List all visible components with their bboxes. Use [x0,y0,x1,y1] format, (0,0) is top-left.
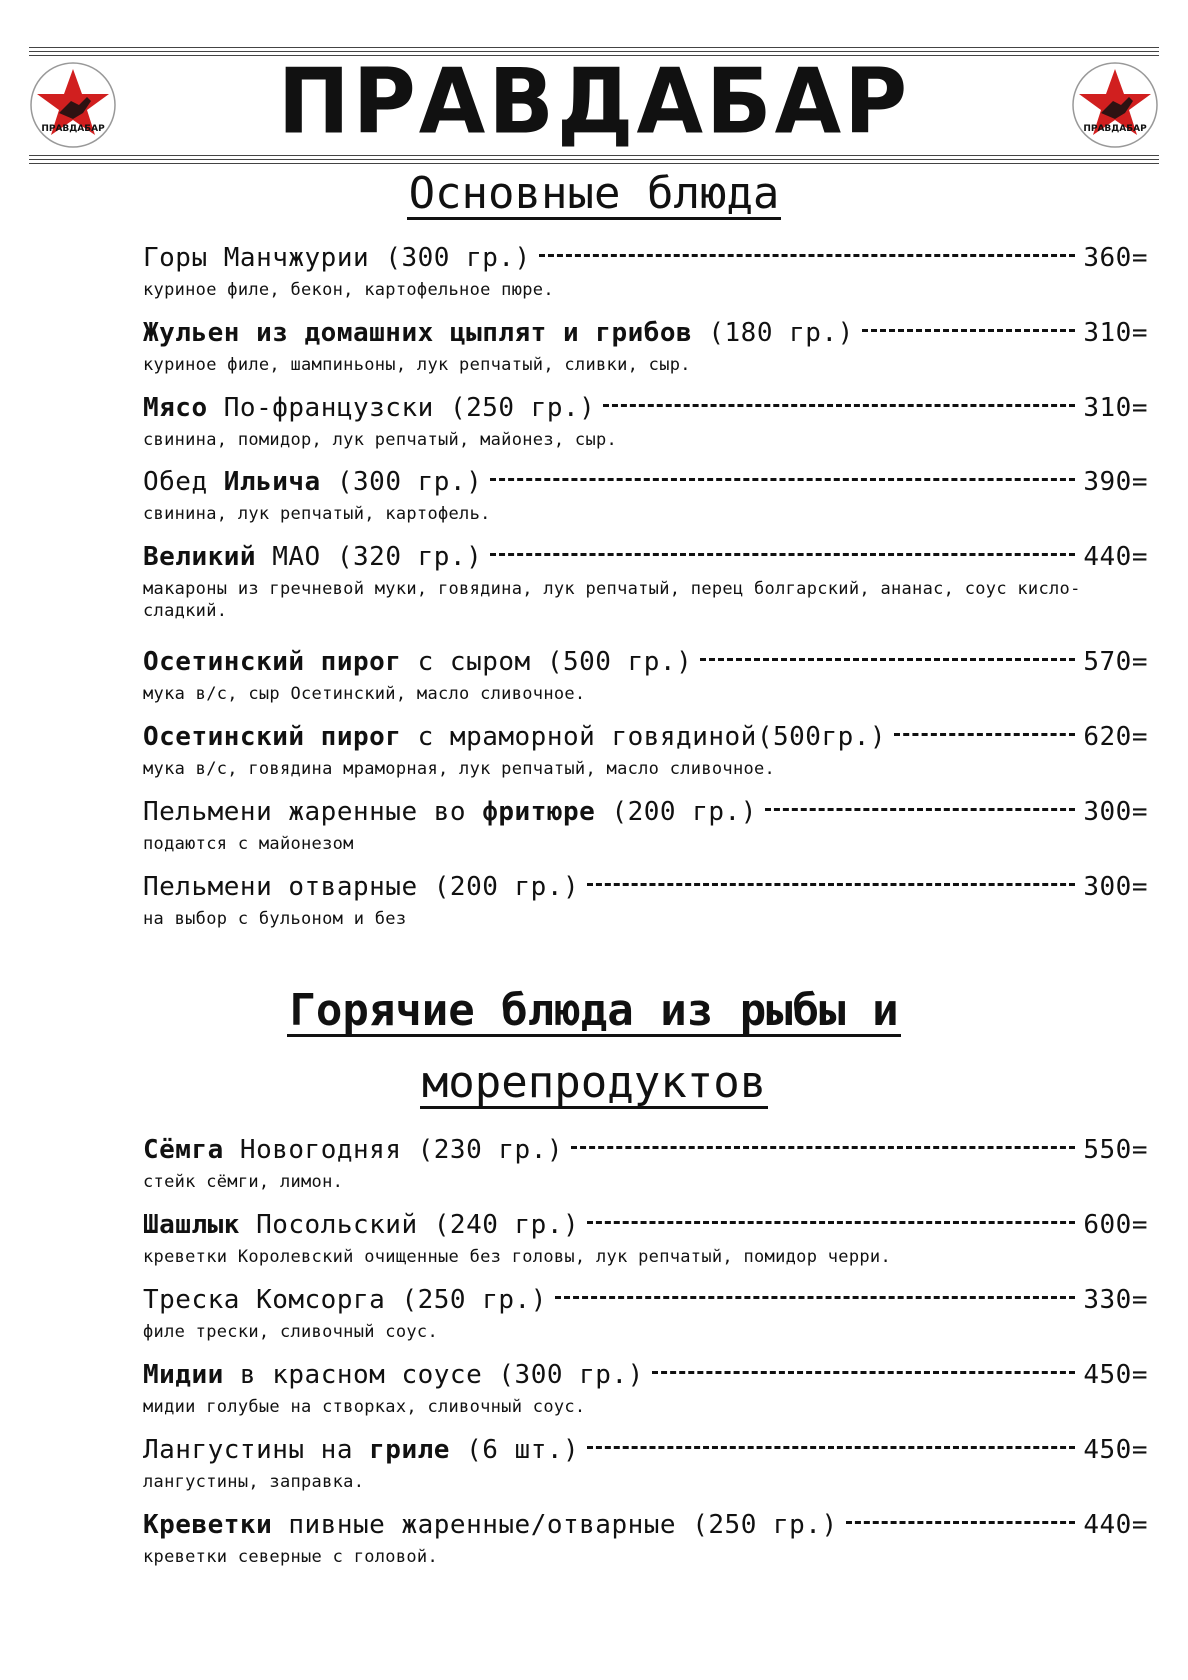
item-description: макароны из гречневой муки, говядина, лук репчатый, перец болгарский, ананас, соус кисло-сладкий. [143,579,1081,621]
menu-item [143,1434,1148,1493]
dotted-leader [587,1446,1075,1449]
item-portion: (250 гр.) [692,1510,838,1540]
item-name: Шашлык Посольский (240 гр.) [143,1210,580,1240]
item-description: подаются с майонезом [143,834,354,854]
item-name: Обед Ильича (300 гр.) [143,467,483,497]
item-portion: (6 шт.) [466,1435,580,1465]
menu-item [143,1509,1148,1568]
dotted-leader [765,808,1076,811]
dotted-leader [894,733,1075,736]
item-portion: (500 гр.) [546,647,693,677]
item-name: Великий МАО (320 гр.) [143,542,483,572]
item-portion: (230 гр.) [417,1135,564,1165]
item-price: 310= [1083,393,1148,423]
dotted-leader [652,1371,1076,1374]
item-price: 310= [1083,318,1148,348]
item-name: Сёмга Новогодняя (230 гр.) [143,1135,564,1165]
dotted-leader [846,1521,1076,1524]
menu-item [143,646,1148,705]
section-title-text: Основные блюда [408,168,780,219]
star-emblem-icon [29,61,117,149]
item-description: мидии голубые на створках, сливочный соус. [143,1397,586,1417]
item-name: Мидии в красном соусе (300 гр.) [143,1360,644,1390]
item-description: свинина, помидор, лук репчатый, майонез, сыр. [143,430,618,450]
item-name: Лангустины на гриле (6 шт.) [143,1435,580,1465]
item-portion: (180 гр.) [708,318,854,348]
item-portion: (300 гр.) [498,1360,644,1390]
item-description: креветки северные с головой. [143,1547,438,1567]
item-portion: (300 гр.) [336,467,483,497]
item-price: 330= [1083,1285,1148,1315]
logo-text-right: ПРАВДАБАР [1083,124,1147,134]
item-description: куриное филе, шампиньоны, лук репчатый, сливки, сыр. [143,355,691,375]
item-name: Пельмени жаренные во фритюре (200 гр.) [143,797,757,827]
item-price: 360= [1083,243,1148,273]
item-price: 300= [1083,872,1148,902]
dotted-leader [571,1146,1075,1149]
dotted-leader [587,883,1075,886]
item-price: 440= [1083,542,1148,572]
dotted-leader [700,658,1075,661]
item-portion: (320 гр.) [336,542,483,572]
item-portion: (300 гр.) [385,243,531,273]
item-price: 570= [1083,647,1148,677]
menu-item [143,317,1148,376]
dotted-leader [490,478,1075,481]
item-description: свинина, лук репчатый, картофель. [143,504,491,524]
dotted-leader [603,404,1075,407]
header-rule-bottom-1 [29,155,1159,156]
item-description: стейк сёмги, лимон. [143,1172,344,1192]
menu-item [143,1284,1148,1343]
item-portion: (200 гр.) [433,872,580,902]
item-description: куриное филе, бекон, картофельное пюре. [143,280,554,300]
star-emblem-icon [1071,61,1159,149]
dotted-leader [490,553,1075,556]
item-portion: (200 гр.) [611,797,757,827]
dotted-leader [587,1221,1075,1224]
item-name: Треска Комсорга (250 гр.) [143,1285,547,1315]
item-portion: (500гр.) [756,722,887,752]
item-price: 450= [1083,1435,1148,1465]
item-name: Горы Манчжурии (300 гр.) [143,243,531,273]
item-price: 550= [1083,1135,1148,1165]
brand-title: ПРАВДАБАР [277,49,911,155]
menu-item [143,1209,1148,1268]
item-price: 600= [1083,1210,1148,1240]
section-title-fish-line1 [0,985,1188,1037]
menu-item [143,871,1148,930]
item-description: мука в/с, говядина мраморная, лук репчатый, масло сливочное. [143,759,776,779]
item-portion: (250 гр.) [401,1285,547,1315]
item-name: Креветки пивные жаренные/отварные (250 гр.) [143,1510,838,1540]
item-description: лангустины, заправка. [143,1472,365,1492]
item-price: 390= [1083,467,1148,497]
item-description: филе трески, сливочный соус. [143,1322,438,1342]
item-price: 300= [1083,797,1148,827]
header-rule-top-1 [29,47,1159,48]
item-portion: (250 гр.) [449,393,596,423]
menu-item [143,466,1148,525]
brand-logo-left [29,61,117,149]
item-name: Осетинский пирог с мраморной говядиной(500гр.) [143,722,887,752]
brand-logo-right [1071,61,1159,149]
menu-item [143,242,1148,301]
section-title-text: морепродуктов [421,1057,767,1108]
section-title-fish-line2 [0,1057,1188,1109]
item-description: на выбор с бульоном и без [143,909,407,929]
item-name: Осетинский пирог с сыром (500 гр.) [143,647,693,677]
section-title-text: Горячие блюда из рыбы и [289,985,899,1036]
menu-item [143,796,1148,855]
dotted-leader [862,329,1076,332]
item-price: 450= [1083,1360,1148,1390]
menu-item [143,392,1148,451]
dotted-leader [555,1296,1076,1299]
item-name: Мясо По-французски (250 гр.) [143,393,596,423]
item-name: Жульен из домашних цыплят и грибов (180 гр.) [143,318,854,348]
menu-item [143,541,1148,622]
section-title-main-dishes [0,168,1188,220]
item-price: 440= [1083,1510,1148,1540]
dotted-leader [539,254,1076,257]
item-description: креветки Королевский очищенные без головы, лук репчатый, помидор черри. [143,1247,891,1267]
menu-item [143,1359,1148,1418]
item-price: 620= [1083,722,1148,752]
item-name: Пельмени отварные (200 гр.) [143,872,580,902]
header-rule-bottom-2 [29,159,1159,160]
menu-item [143,721,1148,780]
item-description: мука в/с, сыр Осетинский, масло сливочное. [143,684,586,704]
header-rule-bottom-3 [29,163,1159,164]
menu-item [143,1134,1148,1193]
logo-text-left: ПРАВДАБАР [41,124,105,134]
item-portion: (240 гр.) [433,1210,580,1240]
